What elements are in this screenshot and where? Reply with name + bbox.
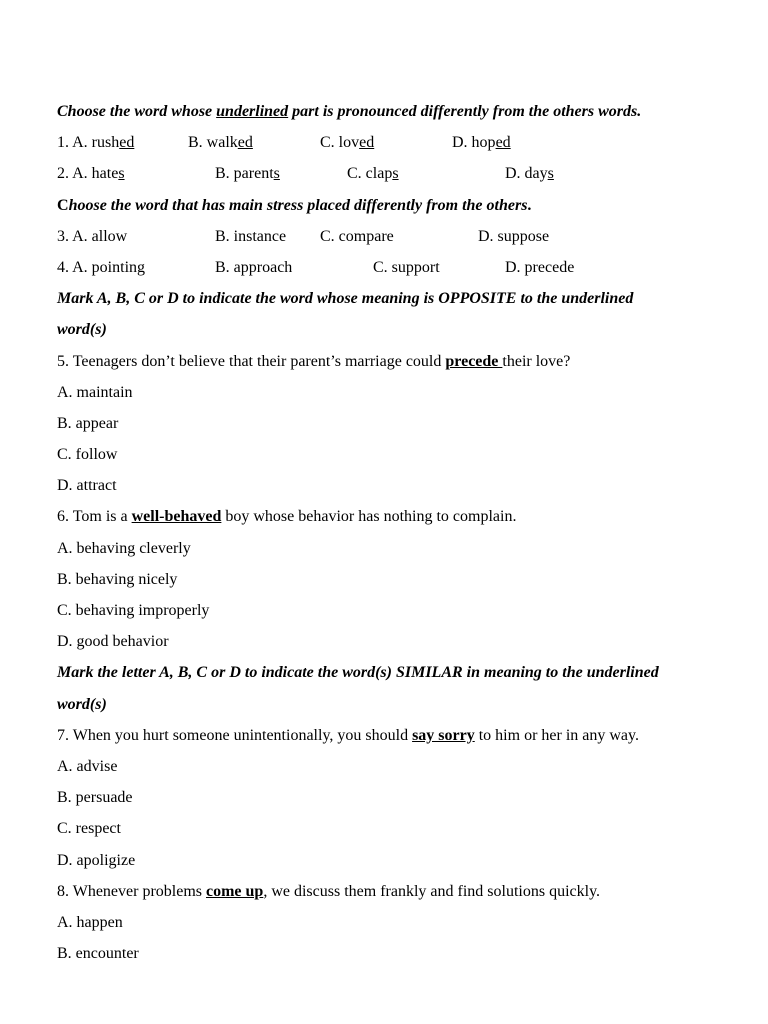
option-c: C. loved bbox=[320, 134, 375, 152]
option-b: B. walked bbox=[188, 134, 253, 152]
option-c: C. support bbox=[373, 258, 440, 276]
question-4 bbox=[57, 252, 737, 283]
target-word: precede bbox=[445, 352, 503, 370]
option-a: A. advise bbox=[57, 757, 118, 775]
option-c: C. behaving improperly bbox=[57, 602, 210, 619]
option-a: 2. A. hates bbox=[57, 165, 125, 183]
target-word: come up bbox=[206, 882, 264, 900]
option-a: 4. A. pointing bbox=[57, 258, 146, 276]
question-2 bbox=[57, 158, 737, 189]
heading-underlined-word: underlined bbox=[216, 103, 289, 120]
question-8: 8. Whenever problems come up, we discuss them frankly and find solutions quickly. bbox=[57, 882, 601, 900]
option-a: 3. A. allow bbox=[57, 227, 128, 245]
option-a: 1. A. rushed bbox=[57, 134, 135, 152]
option-c: C. compare bbox=[320, 227, 394, 245]
option-d: D. suppose bbox=[478, 227, 550, 245]
option-b: B. behaving nicely bbox=[57, 570, 178, 588]
option-c: C. claps bbox=[347, 165, 399, 183]
option-b: B. instance bbox=[215, 227, 287, 245]
section-similar-heading: Mark the letter A, B, C or D to indicate the word(s) SIMILAR in meaning to the underlined bbox=[57, 664, 659, 682]
option-c: C. respect bbox=[57, 820, 121, 838]
target-word: well-behaved bbox=[131, 508, 222, 526]
section-opposite-heading: Mark A, B, C or D to indicate the word whose meaning is OPPOSITE to the underlined bbox=[57, 290, 634, 308]
heading-text: Choose the word whose bbox=[57, 103, 217, 120]
option-b: B. approach bbox=[215, 258, 293, 276]
target-word: say sorry bbox=[412, 726, 475, 744]
option-d: D. apoligize bbox=[57, 851, 136, 869]
option-b: B. persuade bbox=[57, 789, 133, 807]
option-b: B. appear bbox=[57, 414, 119, 432]
heading-text: part is pronounced differently from the others words. bbox=[288, 103, 642, 120]
option-d: D. good behavior bbox=[57, 633, 169, 651]
question-7: 7. When you hurt someone unintentionally, you should say sorry to him or her in any way. bbox=[57, 726, 639, 744]
option-d: D. attract bbox=[57, 477, 117, 495]
option-a: A. behaving cleverly bbox=[57, 539, 191, 557]
section-pronunciation-heading bbox=[57, 96, 737, 127]
option-b: B. encounter bbox=[57, 945, 139, 963]
option-c: C. follow bbox=[57, 446, 118, 464]
option-d: D. precede bbox=[505, 258, 575, 276]
option-d: D. days bbox=[505, 165, 554, 183]
option-a: A. happen bbox=[57, 913, 123, 931]
option-b: B. parents bbox=[215, 165, 280, 183]
section-similar-heading-cont: word(s) bbox=[57, 695, 107, 713]
section-opposite-heading-cont: word(s) bbox=[57, 321, 107, 339]
question-6: 6. Tom is a well-behaved boy whose behavior has nothing to complain. bbox=[57, 508, 517, 526]
option-a: A. maintain bbox=[57, 383, 133, 401]
section-stress-heading: Choose the word that has main stress placed differently from the others. bbox=[57, 196, 532, 214]
option-d: D. hoped bbox=[452, 134, 511, 152]
worksheet bbox=[57, 96, 737, 969]
question-1 bbox=[57, 127, 737, 158]
question-3 bbox=[57, 221, 737, 252]
question-5: 5. Teenagers don’t believe that their parent’s marriage could precede their love? bbox=[57, 352, 571, 370]
